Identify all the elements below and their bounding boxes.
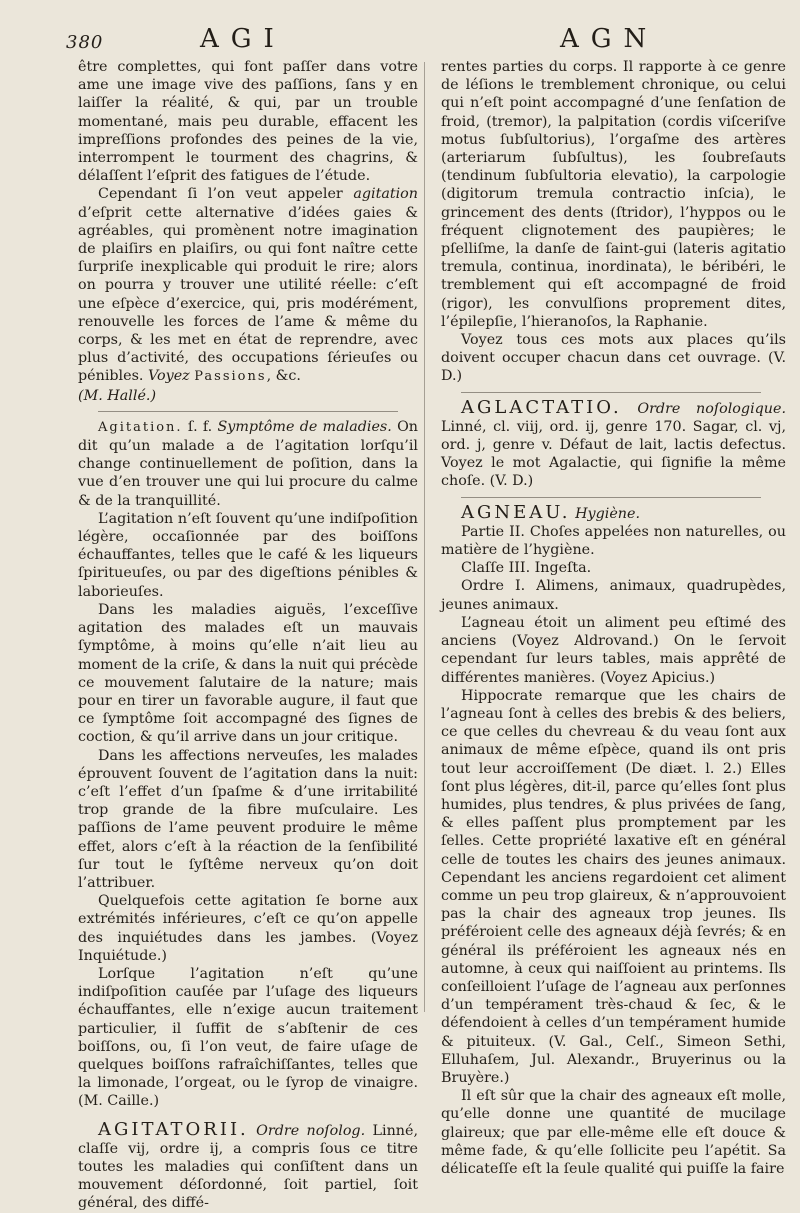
right-column xyxy=(441,58,786,1178)
entry-ordre: Ordre I. Alimens, animaux, quadrupèdes, jeunes animaux. xyxy=(441,578,786,613)
paragraph-continuation: rentes parties du corps. Il rapporte à ce genre de léſions le tremblement chronique, ou celui qui n’eſt point accompagné d’une ſenſation de froid, (tremor), la palpitation (cordis viſceriſve motus ſubſultorius), l’orgaſme des artères (arteriarum ſubſultus), les ſoubreſauts (tendinum ſubſultoria elevatio), la carpologie (digitorum tremula contractio inſcia), le grincement des dents (ſtridor), l’hyppos ou le fréquent clignotement des paupières; le pſelliſme, la danſe de ſaint-gui (lateris agitatio tremula, continua, inordinata), le béribéri, le tremblement qui eſt accompagné de froid (rigor), les convulſions proprement dites, l’épilepſie, l’hieranoſos, la Raphanie. xyxy=(441,59,786,330)
running-head xyxy=(0,20,800,60)
section-rule xyxy=(461,497,761,498)
entry-paragraph: L’agitation n’eſt ſouvent qu’une indiſpoſition légère, occaſionnée par des boiſſons échauffantes, telles que le café & les liqueurs ſpiritueuſes, ou par des digeſtions pénibles & laborieuſes. xyxy=(78,510,418,600)
italic-term: agitation xyxy=(353,186,418,203)
entry-title: AGITATORII. xyxy=(98,1118,249,1140)
entry-paragraph: Dans les affections nerveuſes, les malades éprouvent ſouvent de l’agitation dans la nuit: c’eſt l’effet d’un ſpaſme & d’une irritabilité trop grande de la fibre muſculaire. Les paſſions de l’ame peuvent produire le même effet, alors c’eſt à la réaction de la ſenſibilité ſur tout le ſyſtême nerveux qu’on doit l’attribuer. xyxy=(78,747,418,891)
entry-paragraph: Hippocrate remarque que les chairs de l’agneau ſont à celles des brebis & des beliers, ce que celles du chevreau & du veau ſont aux animaux de même eſpèce, quand ils ont pris tout leur accroiſſement (De diæt. l. 2.) Elles ſont plus légères, dit-il, parce qu’elles ſont plus humides, plus tendres, & plus privées de ſang, & elles paſſent plus promptement par les ſelles. Cette propriété laxative eſt en général celle de toutes les chairs des jeunes animaux. Cependant les anciens regardoient cet aliment comme un peu trop glaireux, & n’approuvoient pas la chair des agneaux trop jeunes. Ils préféroient celle des agneaux déjà ſevrés; & en général ils préféroient les agneaux nés en automne, à ceux qui naiſſoient au printems. Ils conſeilloient l’uſage de l’agneau aux perſonnes d’un tempérament très-chaud & ſec, & le défendoient à celles d’un tempérament humide & pituiteux. (V. Gal., Celſ., Simeon Sethi, Elluhaſem, Jul. Alexandr., Bruyerinus ou la Bruyère.) xyxy=(441,687,786,1086)
entry-agneau-head xyxy=(441,501,786,523)
entry-paragraph: Il eſt sûr que la chair des agneaux eſt molle, qu’elle donne une quantité de mucilage glaireux; que par elle-même elle eſt douce & même fade, & qu’elle ſollicite peu l’apétit. Sa délicateſſe eſt la ſeule qualité qui puiſſe la faire xyxy=(441,1088,786,1177)
running-head-right-word: AGN xyxy=(560,24,659,54)
author-signature: (M. Hallé.) xyxy=(78,387,157,404)
entry-paragraph: Quelquefois cette agitation ſe borne aux extrémités inférieures, c’eſt ce qu’on appelle des inquiétudes dans les jambes. (Voyez Inquiétude.) xyxy=(78,893,418,964)
left-column xyxy=(78,58,418,1213)
entry-paragraph: Dans les maladies aiguës, l’exceſſive agitation des malades eſt un mauvais ſymptôme, à moins qu’elle n’ait lieu au moment de la criſe, & dans la nuit qui précède ce mouvement ſalutaire de la nature; mais pour en tirer un favorable augure, il faut que ce ſymptôme ſoit accompagné des ſignes de coction, & qu’il arrive dans un jour critique. xyxy=(78,601,418,746)
running-head-left-word: AGI xyxy=(200,24,286,54)
entry-subtitle: Symptôme de maladies. xyxy=(217,418,392,435)
entry-partie: Partie II. Choſes appelées non naturelles, ou matière de l’hygiène. xyxy=(441,523,786,559)
entry-title: AGNEAU. xyxy=(461,501,571,523)
entry-paragraph: Lorſque l’agitation n’eſt qu’une indiſpoſition cauſée par l’uſage des liqueurs échauffantes, elle n’exige aucun traitement particulier, il ſuffit de s’abſtenir de ces boiſſons, ou, ſi l’on veut, de faire uſage de quelques boiſſons rafraîchiſſantes, telles que la limonade, l’orgeat, ou le ſyrop de vinaigre. (M. Caille.) xyxy=(78,965,418,1110)
entry-definition: Linné, claſſe vij, ordre ij, a compris ſous ce titre toutes les maladies qui conſiſtent dans un mouvement déſordonné, ſoit partiel, ſoit général, des diffé- xyxy=(78,1122,418,1212)
entry-classe: Claſſe III. Ingeſta. xyxy=(461,560,592,577)
cross-reference-voyez: Voyez xyxy=(148,368,190,385)
paragraph-text: d’eſprit cette alternative d’idées gaies & agréables, qui promènent notre imagination de plaiſirs en plaiſirs, ou qui font naître cette ſurpriſe inexplicable qui produit le rire; alors on pourra y trouver une utilité réelle: c’eſt une eſpèce d’exercice, qui, pris modérément, renouvelle les forces de l’ame & même du corps, & les met en état de reprendre, avec plus d’activité, des occupations ſérieuſes ou pénibles. xyxy=(78,204,418,385)
cross-reference-target: Passions xyxy=(194,369,267,385)
entry-definition: On dit qu’un malade a de l’agitation lorſqu’il change continuellement de poſition, dans la vue d’en trouver une qui lui procure du calme & de la tranquillité. xyxy=(78,418,419,509)
section-rule xyxy=(98,411,398,412)
entry-subtitle: Ordre noſolog. xyxy=(256,1122,366,1139)
column-divider xyxy=(424,62,425,1012)
entry-title: AGLACTATIO. xyxy=(461,396,622,418)
entry-subtitle: Hygiène. xyxy=(575,505,641,522)
paragraph-text: , &c. xyxy=(266,368,301,385)
paragraph-continuation: être complettes, qui font paſſer dans votre ame une image vive des paſſions, ſans y en laiſſer la réalité, & qui, par un trouble momentané, mais peu durable, effacent les impreſſions profondes des peines de la vie, interrompent le tourment des chagrins, & délaſſent l’eſprit des fatigues de l’étude. xyxy=(78,59,418,185)
entry-title: Agitation. xyxy=(98,419,183,435)
entry-paragraph: L’agneau étoit un aliment peu eſtimé des anciens (Voyez Aldrovand.) On le ſervoit cependant ſur leurs tables, mais apprêté de différentes manières. (Voyez Apicius.) xyxy=(441,614,786,686)
entry-gender: ſ. f. xyxy=(182,418,218,435)
entry-definition: Linné, cl. viij, ord. ij, genre 170. Sagar, cl. vj, ord. j, genre v. Défaut de lait, lactis defectus. Voyez le mot Agalactie, qui ſignifie la même choſe. (V. D.) xyxy=(441,418,786,490)
entry-aglactatio xyxy=(441,396,787,491)
entry-agitatorii xyxy=(78,1118,418,1213)
paragraph-cependant xyxy=(78,185,418,386)
paragraph-text: Cependant ſi l’on veut appeler xyxy=(98,186,354,203)
section-rule xyxy=(461,392,761,393)
entry-subtitle: Ordre noſologique. xyxy=(637,400,787,417)
paragraph-voyez: Voyez tous ces mots aux places qu’ils doivent occuper chacun dans cet ouvrage. (V. D.) xyxy=(441,332,786,385)
page-number: 380 xyxy=(66,32,104,53)
entry-agitation-head xyxy=(78,418,418,510)
